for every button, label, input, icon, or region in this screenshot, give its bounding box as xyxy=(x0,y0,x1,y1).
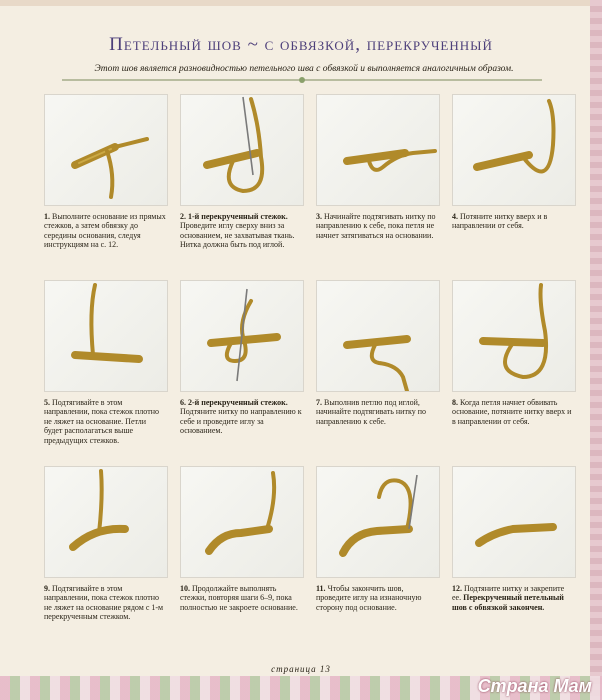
page-number: страница 13 xyxy=(271,664,331,674)
step-photo xyxy=(44,466,168,578)
step-photo xyxy=(180,94,304,206)
step-caption: 7. Выполнив петлю под иглой, начинайте подтягивать нитку по направлению к себе. xyxy=(316,398,427,426)
step-photo xyxy=(316,94,440,206)
step-caption: 3. Начинайте подтягивать нитку по направлению к себе, пока петля не начнет затягиваться на основании. xyxy=(316,212,436,240)
step-photo xyxy=(316,466,440,578)
step-photo xyxy=(316,280,440,392)
step-caption: 1. Выполните основание из прямых стежков, а затем обвязку до середины основания, следуя инструкциям на с. 12. xyxy=(44,212,166,250)
step-caption: 5. Подтягивайте в этом направлении, пока стежок плотно не ляжет на основание. Петли будет располагаться выше предыдущих стежков. xyxy=(44,398,159,445)
step-photo xyxy=(452,94,576,206)
step-photo xyxy=(44,94,168,206)
steps-grid xyxy=(44,94,576,654)
step-caption: 9. Подтягивайте в этом направлении, пока стежок плотно не ляжет на основание рядом с 1-м перекрученным стежком. xyxy=(44,584,164,622)
step-photo xyxy=(44,280,168,392)
step-caption: 6. 2-й перекрученный стежок. Подтяните нитку по направлению к себе и проведите иглу за основанием. xyxy=(180,398,302,436)
page-title: Петельный шов ~ с обвязкой, перекрученный xyxy=(109,34,493,55)
watermark-logo: Страна Мам xyxy=(477,676,592,696)
step-caption: 12. Подтяните нитку и закрепите ее. Перекрученный петельный шов с обвязкой закончен. xyxy=(452,584,565,612)
step-caption: 8. Когда петля начнет обвивать основание, потяните нитку вверх и в направлении от себя. xyxy=(452,398,572,426)
step-caption: 11. Чтобы закончить шов, проведите иглу на изнаночную сторону под основание. xyxy=(316,584,422,612)
ornament-divider xyxy=(62,76,542,84)
step-caption: 10. Продолжайте выполнять стежки, повторяя шаги 6–9, пока полностью не закроете основание. xyxy=(180,584,298,612)
step-caption: 4. Потяните нитку вверх и в направлении от себя. xyxy=(452,212,548,231)
step-photo xyxy=(180,466,304,578)
step-photo xyxy=(452,466,576,578)
step-photo xyxy=(452,280,576,392)
page-edge xyxy=(0,0,602,6)
decorative-border xyxy=(590,0,602,700)
step-caption: 2. 1-й перекрученный стежок. Проведите иглу сверху вниз за основанием, не захватывая ткань. Нитка должна быть под иглой. xyxy=(180,212,295,250)
step-photo xyxy=(180,280,304,392)
page-subtitle: Этот шов является разновидностью петельного шва с обвязкой и выполняется аналогичным образом. xyxy=(94,64,514,74)
